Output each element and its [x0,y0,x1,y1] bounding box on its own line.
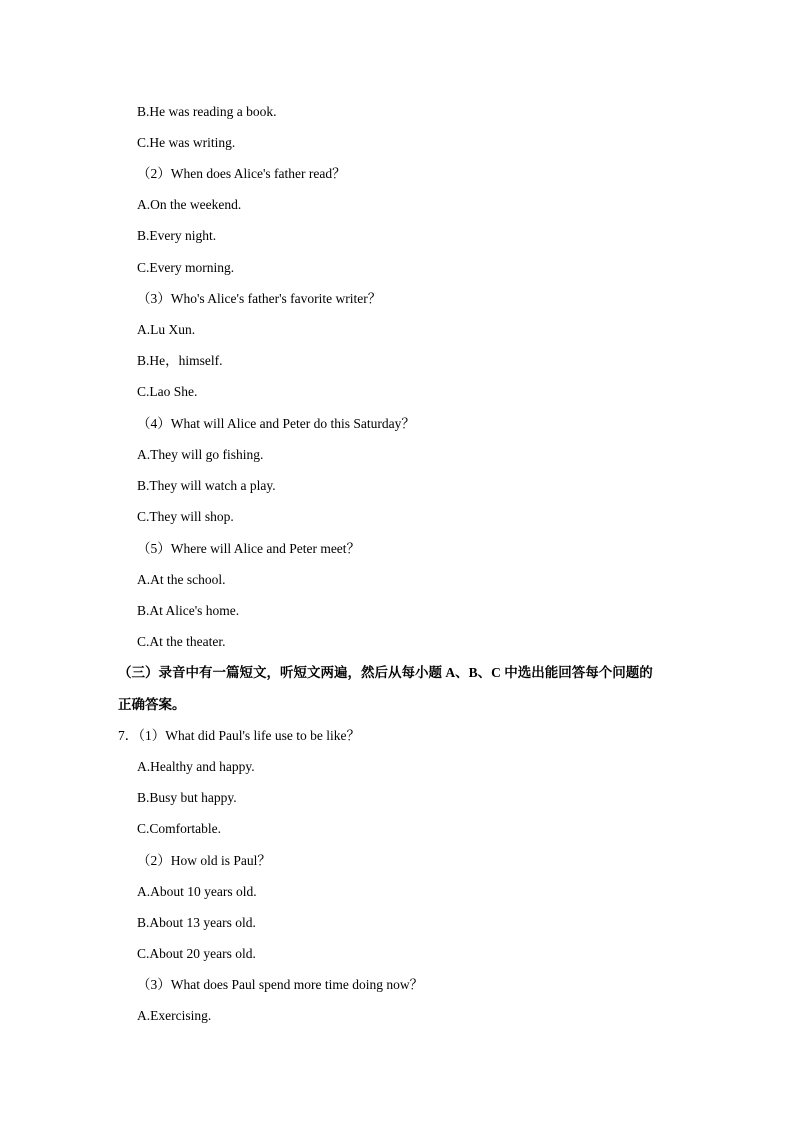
question-5: （5）Where will Alice and Peter meet？ [137,541,361,556]
option-c-shop: C.They will shop. [137,509,234,524]
option-a-weekend: A.On the weekend. [137,197,242,212]
question-3: （3）Who's Alice's father's favorite writer？ [137,291,382,306]
option-a-fishing: A.They will go fishing. [137,447,264,462]
option-b-reading: B.He was reading a book. [137,104,277,119]
option-c-every-morning: C.Every morning. [137,260,235,275]
option-a-10-years: A.About 10 years old. [137,884,257,899]
option-b-every-night: B.Every night. [137,228,217,243]
option-a-school: A.At the school. [137,572,226,587]
section-3-instructions: （三）录音中有一篇短文，听短文两遍，然后从每小题 A、B、C 中选出能回答每个问题的 [118,665,653,680]
option-b-play: B.They will watch a play. [137,478,276,493]
option-c-comfortable: C.Comfortable. [137,821,221,836]
option-b-busy: B.Busy but happy. [137,790,237,805]
option-c-lao-she: C.Lao She. [137,384,198,399]
option-a-lu-xun: A.Lu Xun. [137,322,196,337]
option-a-healthy: A.Healthy and happy. [137,759,255,774]
question-7-2: （2）How old is Paul？ [137,853,271,868]
option-b-alices-home: B.At Alice's home. [137,603,240,618]
option-b-himself: B.He，himself. [137,353,223,368]
question-7-3: （3）What does Paul spend more time doing now？ [137,977,424,992]
option-a-exercising: A.Exercising. [137,1008,212,1023]
option-c-writing: C.He was writing. [137,135,236,150]
question-2: （2）When does Alice's father read？ [137,166,346,181]
option-c-theater: C.At the theater. [137,634,226,649]
section-3-instructions-cont: 正确答案。 [118,697,186,712]
option-b-13-years: B.About 13 years old. [137,915,256,930]
question-4: （4）What will Alice and Peter do this Saturday？ [137,416,415,431]
option-c-20-years: C.About 20 years old. [137,946,256,961]
question-7-1: 7．（1）What did Paul's life use to be like？ [118,728,361,743]
